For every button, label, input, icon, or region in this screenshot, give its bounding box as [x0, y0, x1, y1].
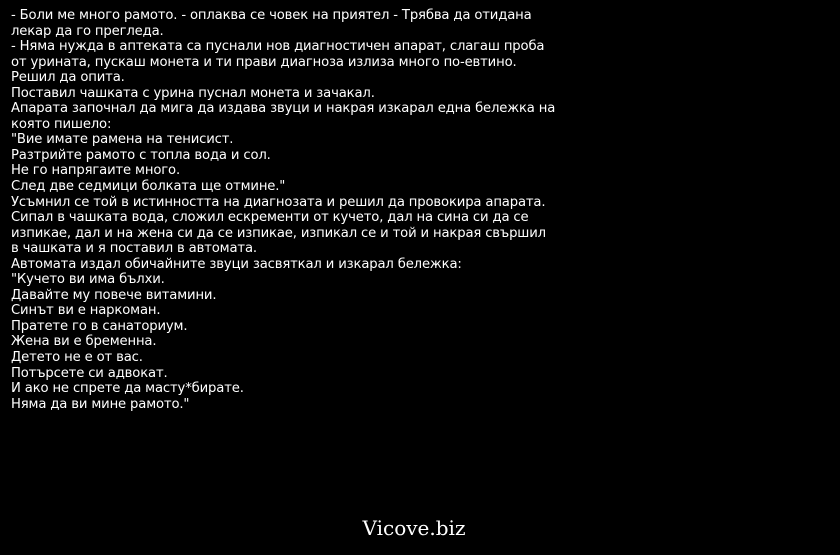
- joke-line: Разтрийте рамото с топла вода и сол.: [11, 147, 271, 163]
- joke-line: След две седмици болката ще отмине.": [11, 179, 286, 195]
- joke-line: Жена ви е бременна.: [11, 334, 157, 350]
- joke-line: изпикае, дал и на жена си да се изпикае, изпикал се и той и накрая свършил: [11, 225, 546, 241]
- joke-line: Потърсете си адвокат.: [11, 365, 168, 381]
- joke-text: [11, 8, 836, 412]
- joke-line: Синът ви е наркоман.: [11, 303, 161, 319]
- joke-line: Не го напрягаите много.: [11, 163, 180, 179]
- joke-line: - Боли ме много рамото. - оплаква се човек на приятел - Трябва да отидана: [11, 8, 532, 23]
- joke-line: Давайте му повече витамини.: [11, 287, 217, 303]
- joke-line: в чашката и я поставил в автомата.: [11, 241, 257, 257]
- joke-line: Пратете го в санаториум.: [11, 318, 188, 334]
- joke-line: Сипал в чашката вода, сложил ескременти от кучето, дал на сина си да се: [11, 210, 529, 226]
- joke-line: Автомата издал обичайните звуци засвяткал и изкарал бележка:: [11, 256, 462, 272]
- joke-line: Апарата започнал да мига да издава звуци и накрая изкарал една бележка на: [11, 101, 556, 117]
- joke-line: Решил да опита.: [11, 70, 125, 86]
- joke-line: - Няма нужда в аптеката са пуснали нов диагностичен апарат, слагаш проба: [11, 39, 545, 55]
- joke-line: Усъмнил се той в истинността на диагнозата и решил да провокира апарата.: [11, 194, 546, 210]
- joke-line: "Вие имате рамена на тенисист.: [11, 132, 234, 148]
- joke-line: от урината, пускаш монета и ти прави диагноза излиза много по-евтино.: [11, 54, 517, 70]
- site-watermark: Vicove.biz: [362, 516, 466, 540]
- joke-line: Детето не е от вас.: [11, 350, 143, 366]
- joke-line: "Кучето ви има бълхи.: [11, 272, 165, 288]
- joke-line: И ако не спрете да масту*бирате.: [11, 381, 244, 397]
- joke-line: която пишело:: [11, 116, 112, 132]
- joke-line: Поставил чашката с урина пуснал монета и зачакал.: [11, 85, 375, 101]
- joke-line: лекар да го прегледа.: [11, 23, 164, 39]
- joke-line: Няма да ви мине рамото.": [11, 396, 190, 412]
